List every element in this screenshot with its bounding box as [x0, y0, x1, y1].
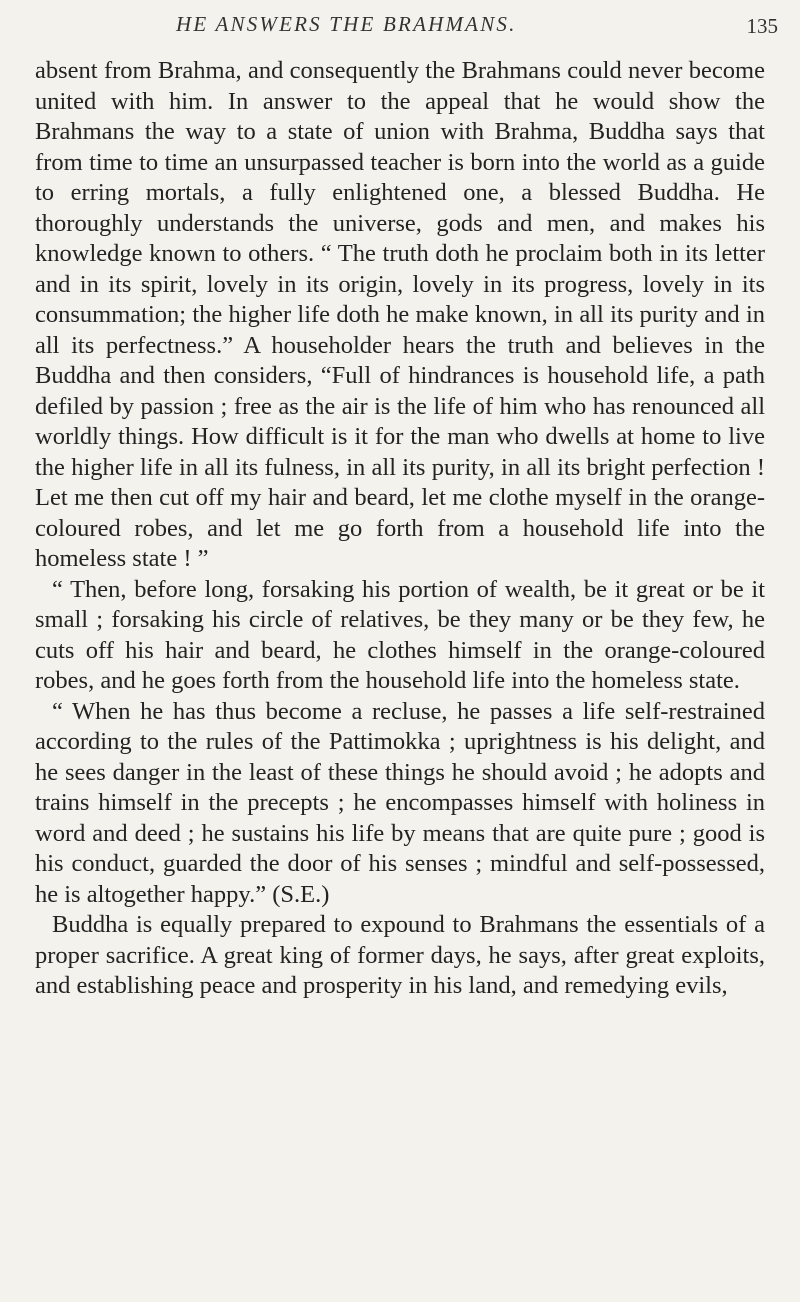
running-title: HE ANSWERS THE BRAHMANS.	[176, 12, 517, 36]
running-head	[0, 10, 800, 44]
paragraph-4: Buddha is equally prepared to expound to Brahmans the essentials of a proper sacrifice. A great king of former days, he says, after great exploits, and establishing peace and prosperity in his land, and remedying evils,	[35, 911, 765, 999]
paragraph-3: “ When he has thus become a recluse, he passes a life self-restrained according to the rules of the Pattimokka ; uprightness is his delight, and he sees danger in the least of these things he should avoid ; he adopts and trains himself in the precepts ; he encompasses himself with holiness in word and deed ; he sustains his life by means that are quite pure ; good is his conduct, guarded the door of his senses ; mindful and self-possessed, he is altogether happy.” (S.E.)	[35, 697, 765, 908]
page-number: 135	[746, 14, 778, 38]
paragraph-2: “ Then, before long, forsaking his portion of wealth, be it great or be it small ; forsaking his circle of relatives, be they many or be they few, he cuts off his hair and beard, he clothes himself in the orange-coloured robes, and he goes forth from the household life into the homeless state.	[35, 575, 765, 694]
paragraph-1: absent from Brahma, and consequently the Brahmans could never become united with him. In answer to the appeal that he would show the Brahmans the way to a state of union with Brahma, Buddha says that from time to time an unsurpassed teacher is born into the world as a guide to erring mortals, a fully enlightened one, a blessed Buddha. He thoroughly understands the universe, gods and men, and makes his knowledge known to others. “ The truth doth he proclaim both in its letter and in its spirit, lovely in its origin, lovely in its progress, lovely in its consummation; the higher life doth he make known, in all its purity and in all its perfectness.” A householder hears the truth and believes in the Buddha and then considers, “Full of hindrances is household life, a path defiled by passion ; free as the air is the life of him who has renounced all worldly things. How difficult is it for the man who dwells at home to live the higher life in all its fulness, in all its purity, in all its bright perfection ! Let me then cut off my hair and beard, let me clothe myself in the orange-coloured robes, and let me go forth from a household life into the homeless state ! ”	[35, 57, 765, 572]
body-text	[35, 56, 765, 1002]
